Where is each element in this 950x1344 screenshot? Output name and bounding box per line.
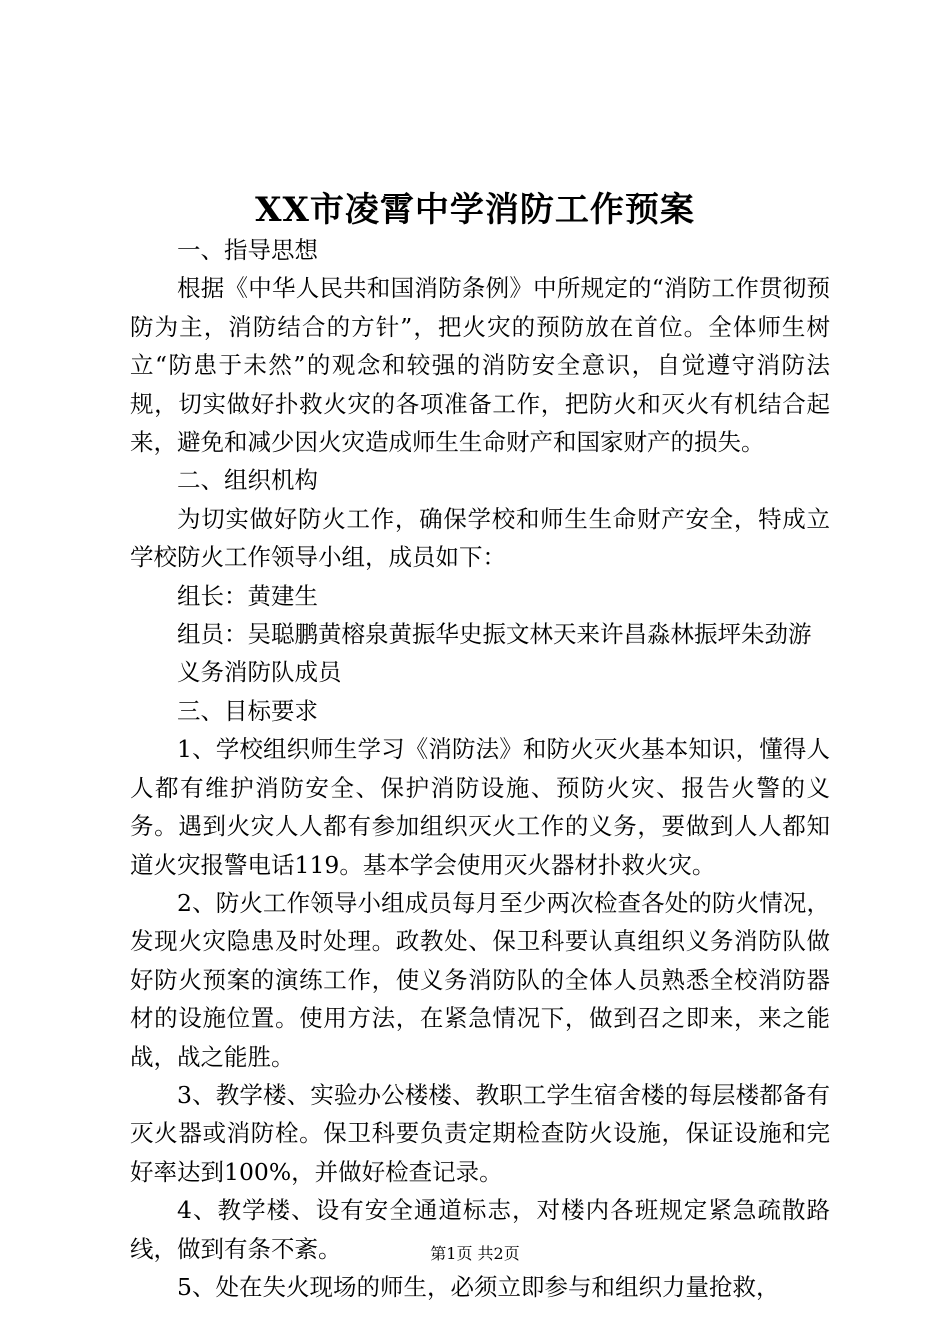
- paragraph-volunteer-team: 义务消防队成员: [177, 658, 342, 687]
- paragraph-goal-4: 4、教学楼、设有安全通道标志，对楼内各班规定紧急疏散路线，做到有条不紊。: [130, 1196, 830, 1263]
- paragraph-goal-5: 5、处在失火现场的师生，必须立即参与和组织力量抢救，: [177, 1272, 780, 1301]
- paragraph-group-leader: 组长：黄建生: [177, 581, 318, 610]
- section-heading-goals: 三、目标要求: [177, 696, 318, 725]
- paragraph-goal-3: 3、教学楼、实验办公楼楼、教职工学生宿舍楼的每层楼都备有灭火器或消防栓。保卫科要负责定期检查防火设施，保证设施和完好率达到100%，并做好检查记录。: [130, 1080, 830, 1186]
- paragraph-goal-1: 1、学校组织师生学习《消防法》和防火灭火基本知识，懂得人人都有维护消防安全、保护消防设施、预防火灾、报告火警的义务。遇到火灾人人都有参加组织灭火工作的义务，要做到人人都知道火灾报警电话119。基本学会使用灭火器材扑救火灾。: [130, 735, 830, 879]
- paragraph-organization-intro: 为切实做好防火工作，确保学校和师生生命财产安全，特成立学校防火工作领导小组，成员如下：: [130, 504, 830, 572]
- paragraph-guiding-ideology: 根据《中华人民共和国消防条例》中所规定的“消防工作贯彻预防为主，消防结合的方针”，把火灾的预防放在首位。全体师生树立“防患于未然”的观念和较强的消防安全意识，自觉遵守消防法规，切实做好扑救火灾的各项准备工作，把防火和灭火有机结合起来，避免和减少因火灾造成师生生命财产和国家财产的损失。: [130, 274, 830, 457]
- paragraph-goal-2: 2、防火工作领导小组成员每月至少两次检查各处的防火情况，发现火灾隐患及时处理。政教处、保卫科要认真组织义务消防队做好防火预案的演练工作，使义务消防队的全体人员熟悉全校消防器材的设施位置。使用方法，在紧急情况下，做到召之即来，来之能战，战之能胜。: [130, 888, 830, 1071]
- paragraph-group-members: 组员：吴聪鹏黄榕泉黄振华史振文林天来许昌淼林振坪朱劲游: [177, 620, 812, 649]
- section-heading-guiding-ideology: 一、指导思想: [177, 236, 318, 264]
- page-number-footer: 第1页 共2页: [430, 1244, 520, 1263]
- document-body: [130, 231, 830, 1306]
- section-heading-organization: 二、组织机构: [177, 466, 318, 495]
- document-title: XX市凌霄中学消防工作预案: [255, 190, 695, 230]
